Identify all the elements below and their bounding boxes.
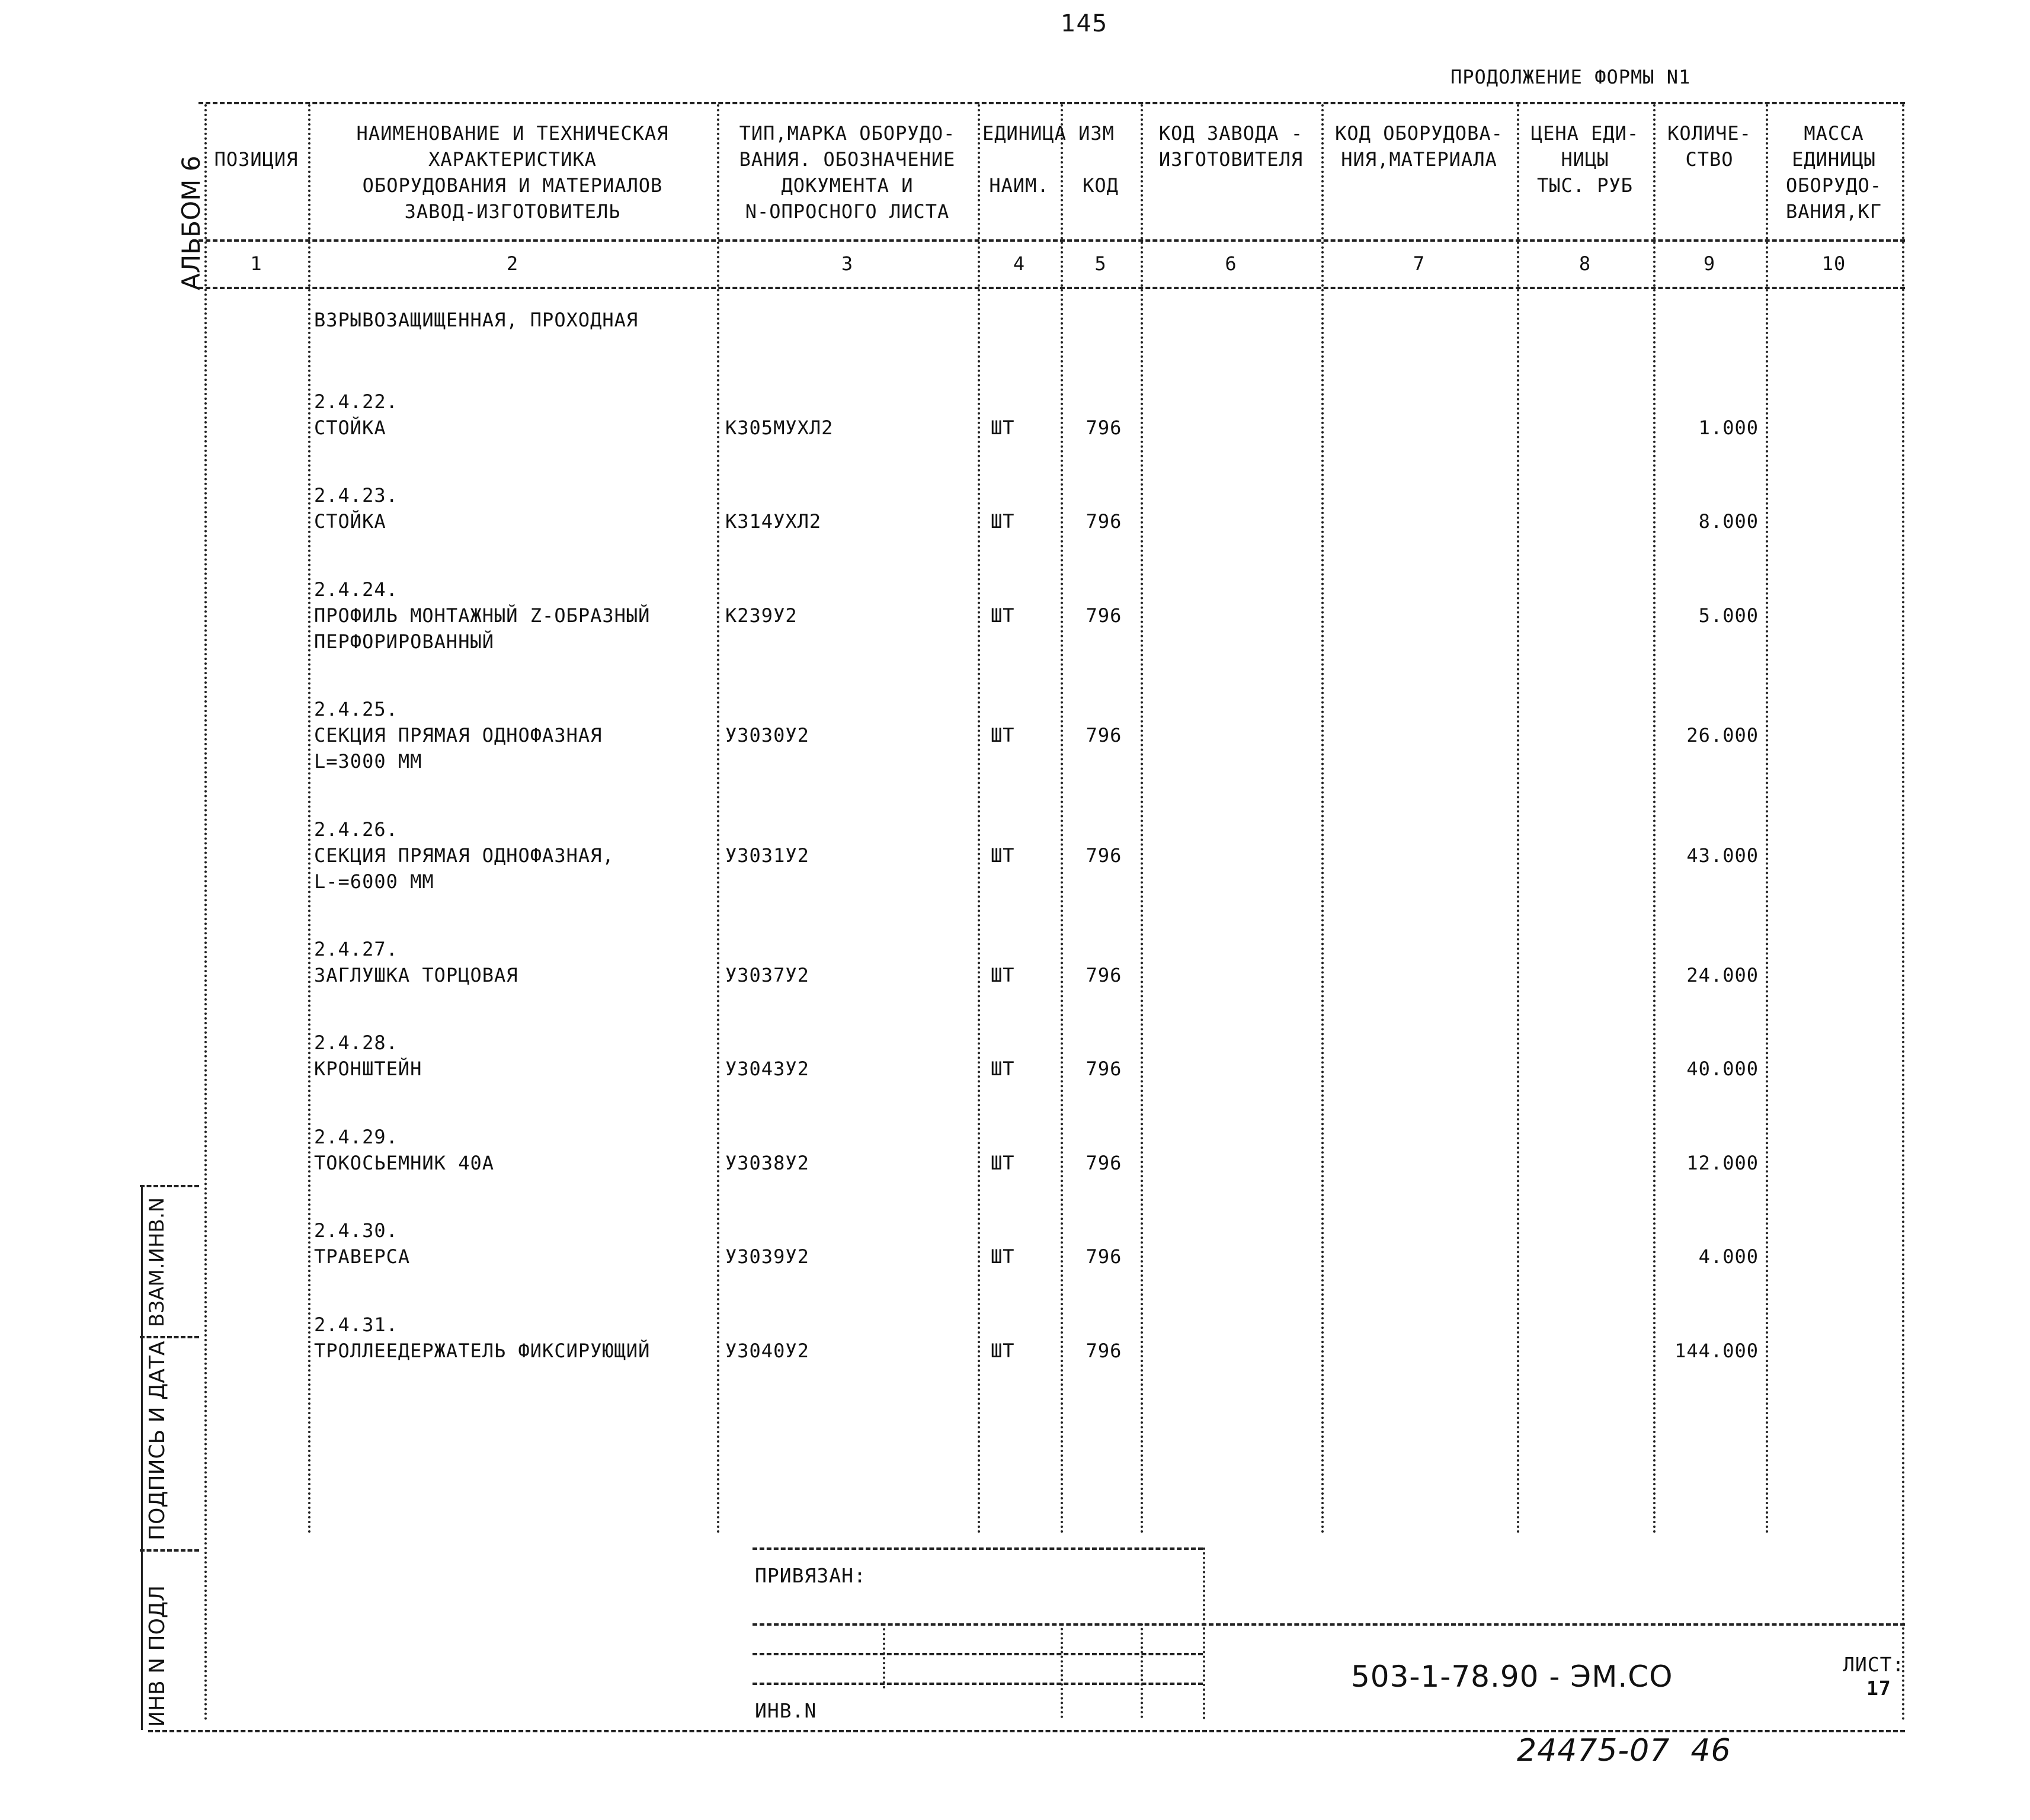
header-cell-col-9: КОЛИЧЕ- (1667, 122, 1752, 145)
column-number-10: 10 (1821, 252, 1846, 275)
sheet-number: 17 (1866, 1677, 1891, 1700)
header-cell-col-2: НАИМЕНОВАНИЕ И ТЕХНИЧЕСКАЯ (356, 122, 669, 145)
item-name: ТРАВЕРСА (314, 1245, 411, 1268)
item-unit: ШТ (991, 964, 1015, 986)
item-mark: К239У2 (725, 604, 798, 627)
item-position: 2.4.30. (314, 1219, 398, 1242)
header-cell-col-2: ОБОРУДОВАНИЯ И МАТЕРИАЛОВ (362, 174, 663, 197)
header-cell-col-4: ЕДИНИЦА ИЗМ (982, 122, 1115, 145)
header-cell-col-3: ДОКУМЕНТА И (781, 174, 914, 197)
item-name: ТРОЛЛЕЕДЕРЖАТЕЛЬ ФИКСИРУЮЩИЙ (314, 1339, 651, 1362)
column-number-3: 3 (841, 252, 854, 275)
header-cell-col-7: НИЯ,МАТЕРИАЛА (1341, 148, 1497, 171)
stamp-subdivider-1 (1061, 1623, 1063, 1718)
stamp-rule-1 (753, 1623, 1905, 1626)
item-code: 796 (1086, 416, 1122, 439)
header-mid-rule (198, 239, 1905, 242)
item-position: 2.4.25. (314, 698, 398, 721)
item-name: ТОКОСЬЕМНИК 40А (314, 1151, 494, 1174)
item-position: 2.4.22. (314, 390, 398, 413)
stamp-subdivider-2 (1141, 1623, 1143, 1718)
item-name: СТОЙКА (314, 510, 386, 533)
item-unit: ШТ (991, 416, 1015, 439)
header-cell-col-10: МАССА (1804, 122, 1864, 145)
stamp-rule-2 (753, 1653, 1203, 1655)
item-name: ПЕРФОРИРОВАННЫЙ (314, 630, 494, 653)
item-mark: У3037У2 (725, 964, 809, 986)
column-separator (1061, 104, 1063, 1534)
column-number-6: 6 (1225, 252, 1237, 275)
header-bottom-rule (198, 287, 1905, 289)
item-mark: К314УХЛ2 (725, 510, 822, 533)
header-cell-col-9: СТВО (1685, 148, 1734, 171)
item-position: 2.4.28. (314, 1031, 398, 1055)
header-cell-col-7: КОД ОБОРУДОВА- (1335, 122, 1503, 145)
stamp-subdivider-3 (883, 1623, 885, 1688)
item-mark: У3040У2 (725, 1339, 809, 1362)
item-mark: У3038У2 (725, 1151, 809, 1174)
column-separator (1321, 104, 1324, 1534)
item-unit: ШТ (991, 604, 1015, 627)
item-mark: У3039У2 (725, 1245, 809, 1268)
header-cell-col-4: НАИМ. (989, 174, 1049, 197)
column-separator (1653, 104, 1656, 1534)
side-stamp-rule-3 (140, 1185, 199, 1187)
item-code: 796 (1086, 964, 1122, 986)
item-quantity: 5.000 (1698, 604, 1759, 627)
item-code: 796 (1086, 1245, 1122, 1268)
header-cell-col-6: ИЗГОТОВИТЕЛЯ (1158, 148, 1304, 171)
item-code: 796 (1086, 510, 1122, 533)
item-name: ЗАГЛУШКА ТОРЦОВАЯ (314, 964, 518, 986)
item-name: СЕКЦИЯ ПРЯМАЯ ОДНОФАЗНАЯ, (314, 844, 614, 867)
item-unit: ШТ (991, 1058, 1015, 1081)
item-position: 2.4.27. (314, 938, 398, 960)
signature-date-label: ПОДПИСЬ И ДАТА (145, 1341, 169, 1540)
side-stamp-border (141, 1185, 143, 1730)
column-separator (978, 104, 980, 1534)
item-mark: У3043У2 (725, 1058, 809, 1081)
item-unit: ШТ (991, 1339, 1015, 1362)
header-cell-col-10: ВАНИЯ,КГ (1785, 200, 1882, 223)
page-bottom-rule (148, 1730, 1905, 1732)
item-code: 796 (1086, 604, 1122, 627)
item-name: СЕКЦИЯ ПРЯМАЯ ОДНОФАЗНАЯ (314, 724, 603, 747)
stamp-top-rule (753, 1547, 1203, 1550)
item-position: 2.4.23. (314, 484, 398, 507)
item-code: 796 (1086, 844, 1122, 867)
column-number-9: 9 (1703, 252, 1716, 275)
archive-number: 24475-07 46 (1517, 1733, 1731, 1768)
item-mark: У3031У2 (725, 844, 809, 867)
item-unit: ШТ (991, 724, 1015, 747)
column-number-8: 8 (1578, 252, 1592, 275)
item-code: 796 (1086, 1151, 1122, 1174)
item-unit: ШТ (991, 1151, 1015, 1174)
bound-label: ПРИВЯЗАН: (755, 1564, 866, 1587)
header-cell-col-2: ЗАВОД-ИЗГОТОВИТЕЛЬ (404, 200, 621, 223)
stamp-divider (1203, 1547, 1205, 1719)
column-number-1: 1 (250, 252, 262, 275)
header-cell-col-3: ТИП,МАРКА ОБОРУДО- (739, 122, 956, 145)
album-label: АЛЬБОМ 6 (177, 155, 206, 290)
item-quantity: 26.000 (1686, 724, 1759, 747)
item-quantity: 24.000 (1686, 964, 1759, 986)
item-quantity: 1.000 (1698, 416, 1759, 439)
item-code: 796 (1086, 1058, 1122, 1081)
document-code: 503-1-78.90 - ЭМ.СО (1351, 1659, 1673, 1694)
item-quantity: 4.000 (1698, 1245, 1759, 1268)
column-separator (1902, 104, 1904, 1722)
item-quantity: 144.000 (1674, 1339, 1759, 1362)
item-unit: ШТ (991, 844, 1015, 867)
header-cell-col-3: ВАНИЯ. ОБОЗНАЧЕНИЕ (739, 148, 956, 171)
side-stamp-rule-2 (140, 1336, 199, 1338)
header-cell-col-6: КОД ЗАВОДА - (1158, 122, 1304, 145)
header-cell-col-8: ЦЕНА ЕДИ- (1530, 122, 1640, 145)
item-code: 796 (1086, 724, 1122, 747)
item-position: 2.4.31. (314, 1313, 398, 1336)
item-code: 796 (1086, 1339, 1122, 1362)
stamp-rule-3 (753, 1683, 1203, 1685)
inv-podl-label: ИНВ N ПОДЛ (145, 1585, 169, 1727)
header-cell-col-8: НИЦЫ (1561, 148, 1609, 171)
column-separator (1766, 104, 1768, 1534)
item-quantity: 8.000 (1698, 510, 1759, 533)
item-mark: К305МУХЛ2 (725, 416, 834, 439)
inv-label: ИНВ.N (755, 1699, 817, 1722)
column-number-5: 5 (1094, 252, 1107, 275)
header-cell-col-10: ЕДИНИЦЫ (1792, 148, 1876, 171)
vzam-inv-label: ВЗАМ.ИНВ.N (145, 1197, 169, 1327)
item-unit: ШТ (991, 1245, 1015, 1268)
page-number: 145 (1061, 10, 1108, 37)
item-unit: ШТ (991, 510, 1015, 533)
header-cell-col-1: ПОЗИЦИЯ (214, 148, 299, 171)
side-stamp-rule-1 (140, 1549, 199, 1552)
header-top-rule (198, 102, 1905, 104)
column-separator (308, 104, 310, 1534)
column-number-4: 4 (1013, 252, 1026, 275)
item-name: L=3000 ММ (314, 750, 422, 773)
item-position: 2.4.29. (314, 1125, 398, 1148)
item-name: ПРОФИЛЬ МОНТАЖНЫЙ Z-ОБРАЗНЫЙ (314, 604, 651, 627)
item-name: L-=6000 ММ (314, 870, 434, 893)
item-name: КРОНШТЕЙН (314, 1058, 422, 1081)
column-separator (1517, 104, 1519, 1534)
column-separator (717, 104, 719, 1534)
column-number-7: 7 (1413, 252, 1426, 275)
continuation-line: ВЗРЫВОЗАЩИЩЕННАЯ, ПРОХОДНАЯ (314, 309, 639, 331)
header-cell-col-5: КОД (1083, 174, 1119, 197)
item-position: 2.4.24. (314, 578, 398, 601)
item-quantity: 40.000 (1686, 1058, 1759, 1081)
column-separator (204, 104, 207, 1722)
header-cell-col-2: ХАРАКТЕРИСТИКА (428, 148, 597, 171)
form-caption: ПРОДОЛЖЕНИЕ ФОРМЫ N1 (1451, 66, 1691, 88)
header-cell-col-8: ТЫС. РУБ (1536, 174, 1634, 197)
item-quantity: 12.000 (1686, 1151, 1759, 1174)
item-name: СТОЙКА (314, 416, 386, 439)
header-cell-col-10: ОБОРУДО- (1785, 174, 1882, 197)
header-cell-col-3: N-ОПРОСНОГО ЛИСТА (745, 200, 950, 223)
item-quantity: 43.000 (1686, 844, 1759, 867)
item-mark: У3030У2 (725, 724, 809, 747)
column-separator (1141, 104, 1143, 1534)
item-position: 2.4.26. (314, 818, 398, 841)
column-number-2: 2 (506, 252, 519, 275)
sheet-label: ЛИСТ: (1843, 1653, 1905, 1676)
